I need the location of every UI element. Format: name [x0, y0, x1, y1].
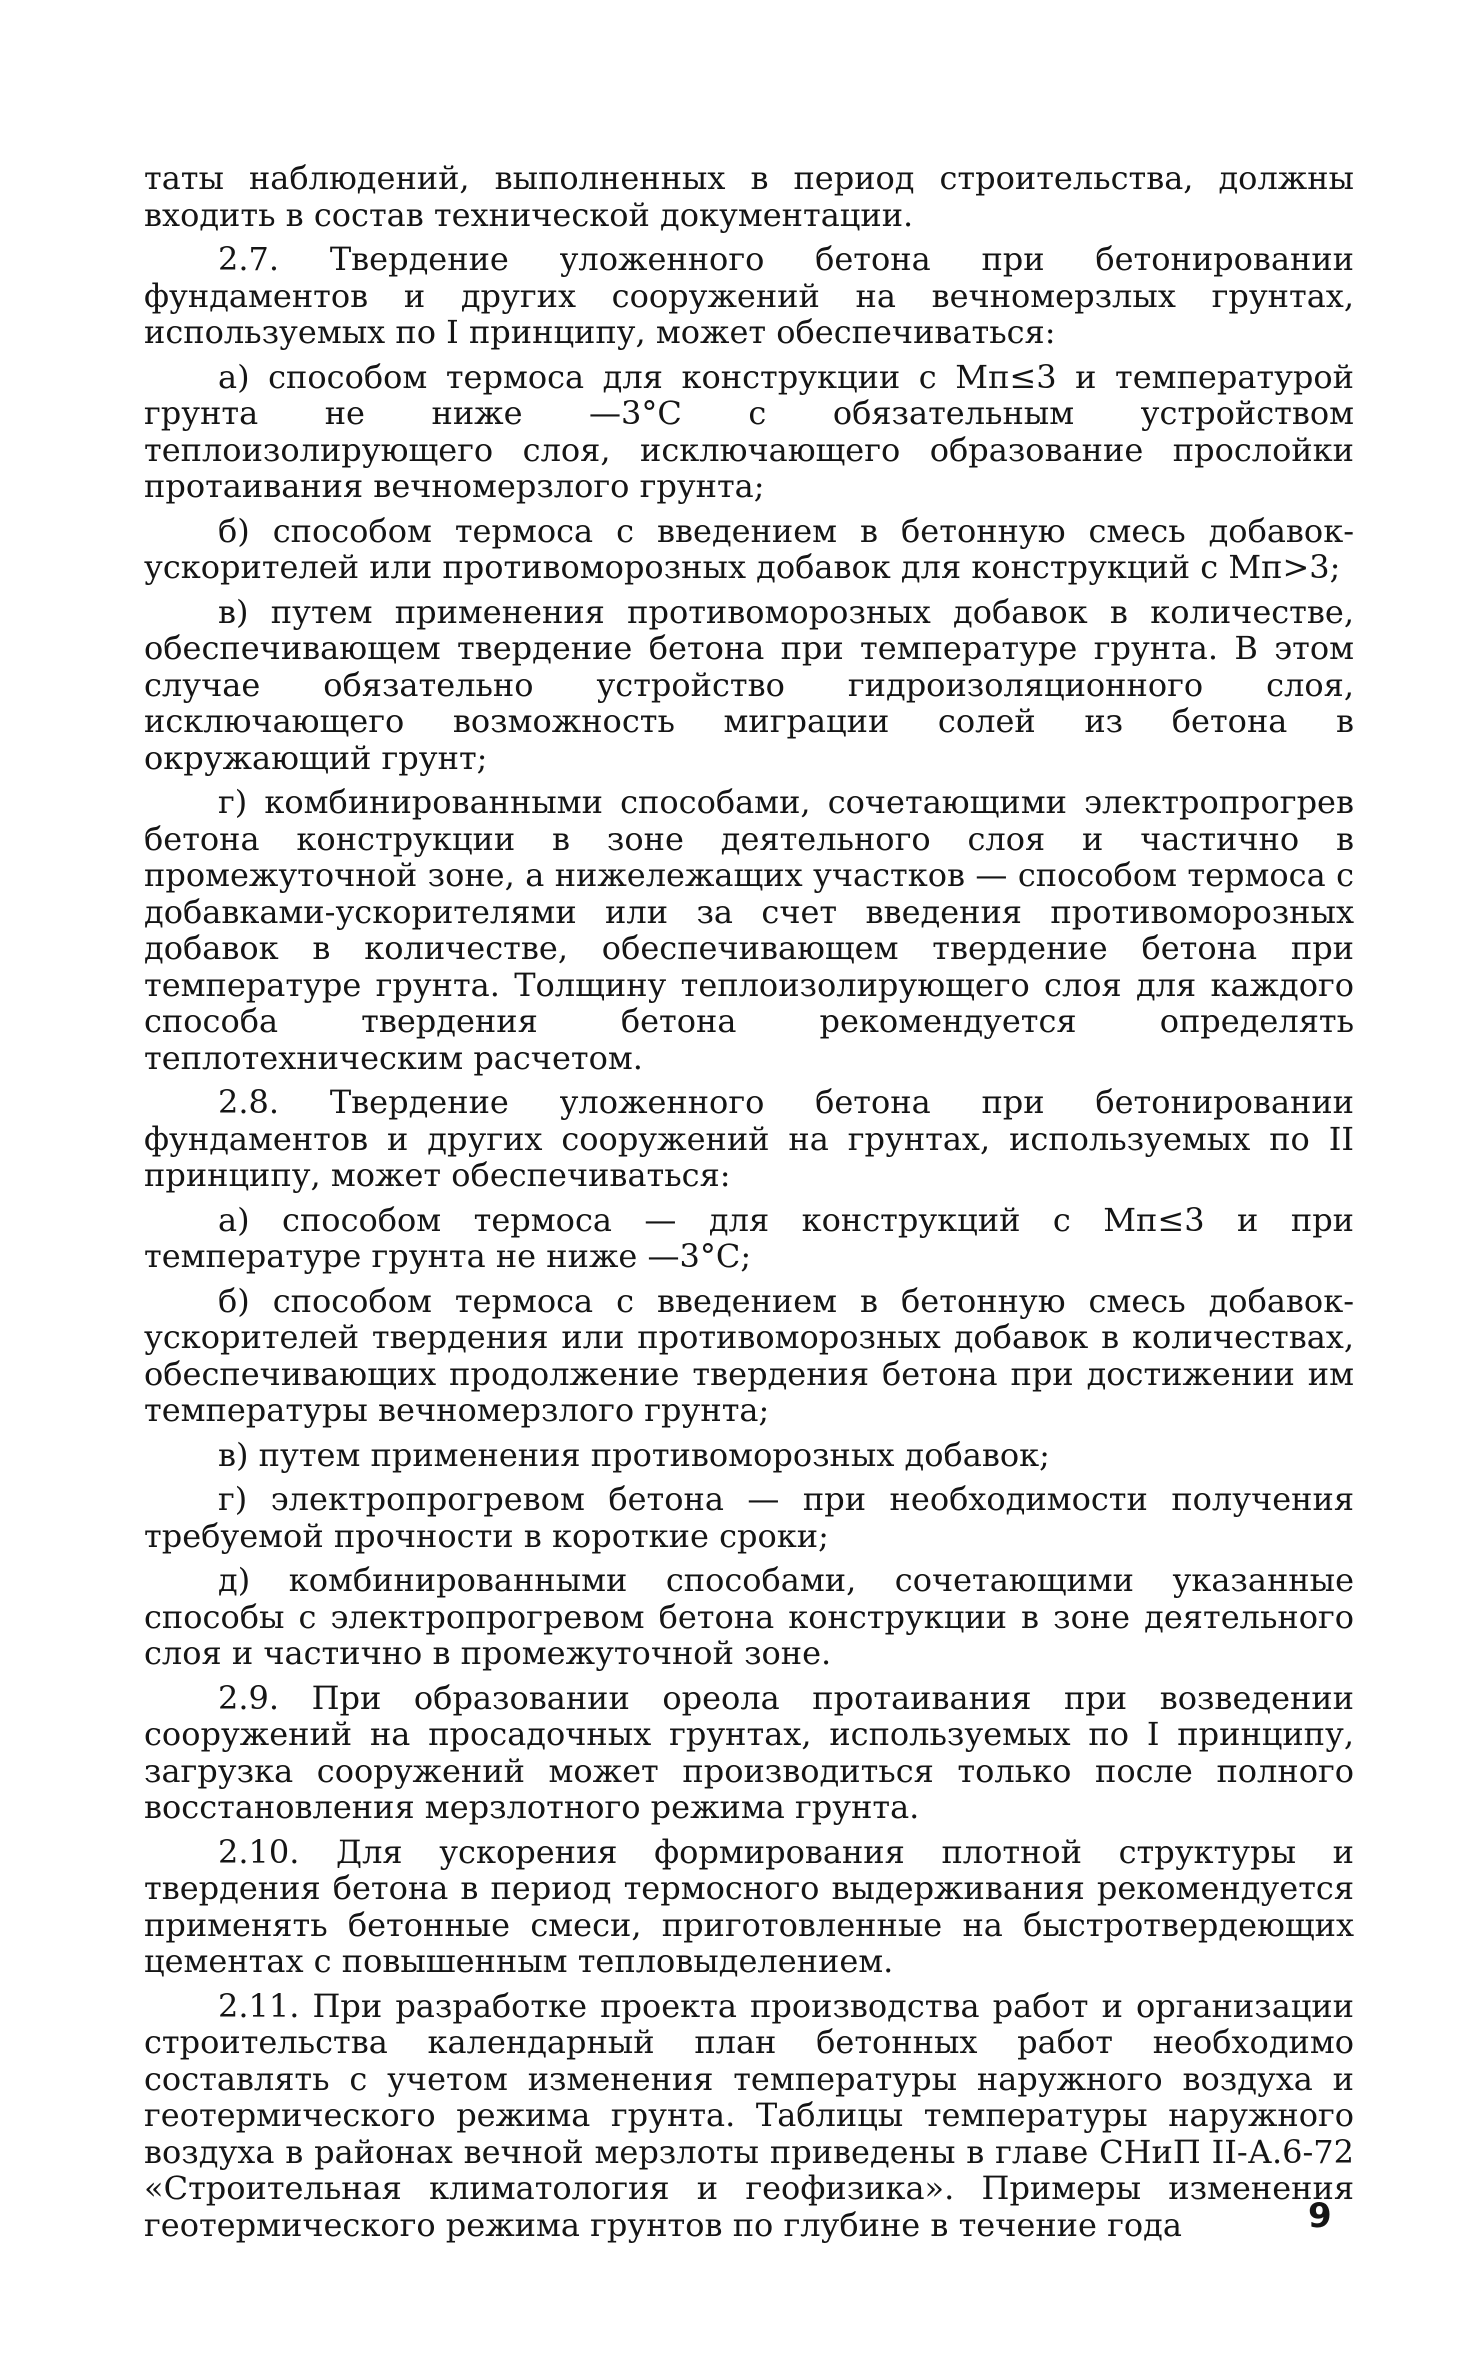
list-item: г) электропрогревом бетона — при необходимости получения требуемой прочности в короткие сроки; — [144, 1480, 1354, 1555]
list-item: г) комбинированными способами, сочетающими электропрогрев бетона конструкции в зоне деятельного слоя и частично в промежуточной зоне, а нижележащих участков — способом термоса с добавками-ускорителями или за счет введения противоморозных добавок в количестве, обеспечивающем твердение бетона при температуре грунта. Толщину теплоизолирующего слоя для каждого способа твердения бетона рекомендуется определять теплотехническим расчетом. — [144, 783, 1354, 1077]
list-item: а) способом термоса для конструкции с Мп≤3 и температурой грунта не ниже —3°С с обязательным устройством теплоизолирующего слоя, исключающего образование прослойки протаивания вечномерзлого грунта; — [144, 357, 1354, 505]
paragraph-2-10: 2.10. Для ускорения формирования плотной структуры и твердения бетона в период термосного выдерживания рекомендуется применять бетонные смеси, приготовленные на быстротвердеющих цементах с повышенным тепловыделением. — [144, 1832, 1354, 1980]
list-item: в) путем применения противоморозных добавок в количестве, обеспечивающем твердение бетона при температуре грунта. В этом случае обязательно устройство гидроизоляционного слоя, исключающего возможность миграции солей из бетона в окружающий грунт; — [144, 592, 1354, 777]
list-item: д) комбинированными способами, сочетающими указанные способы с электропрогревом бетона конструкции в зоне деятельного слоя и частично в промежуточной зоне. — [144, 1561, 1354, 1672]
paragraph-2-9: 2.9. При образовании ореола протаивания при возведении сооружений на просадочных грунтах, используемых по I принципу, загрузка сооружений может производиться только после полного восстановления мерзлотного режима грунта. — [144, 1678, 1354, 1826]
page-body — [144, 160, 1354, 2251]
paragraph-2-11: 2.11. При разработке проекта производства работ и организации строительства календарный план бетонных работ необходимо составлять с учетом изменения температуры наружного воздуха и геотермического режима грунта. Таблицы температуры наружного воздуха в районах вечной мерзлоты приведены в главе СНиП II-А.6-72 «Строительная климатология и геофизика». Примеры изменения геотермического режима грунтов по глубине в течение года — [144, 1986, 1354, 2244]
list-item: а) способом термоса — для конструкций с Мп≤3 и при температуре грунта не ниже —3°С; — [144, 1200, 1354, 1275]
paragraph: таты наблюдений, выполненных в период строительства, должны входить в состав технической документации. — [144, 159, 1354, 234]
paragraph-2-8: 2.8. Твердение уложенного бетона при бетонировании фундаментов и других сооружений на грунтах, используемых по II принципу, может обеспечиваться: — [144, 1083, 1354, 1194]
page-number: 9 — [1308, 2196, 1332, 2236]
list-item: б) способом термоса с введением в бетонную смесь добавок-ускорителей твердения или противоморозных добавок в количествах, обеспечивающих продолжение твердения бетона при достижении им температуры вечномерзлого грунта; — [144, 1281, 1354, 1429]
list-item: б) способом термоса с введением в бетонную смесь добавок-ускорителей или противоморозных добавок для конструкций с Мп>3; — [144, 511, 1354, 586]
paragraph-2-7: 2.7. Твердение уложенного бетона при бетонировании фундаментов и других сооружений на вечномерзлых грунтах, используемых по I принципу, может обеспечиваться: — [144, 240, 1354, 351]
list-item: в) путем применения противоморозных добавок; — [218, 1435, 1050, 1474]
